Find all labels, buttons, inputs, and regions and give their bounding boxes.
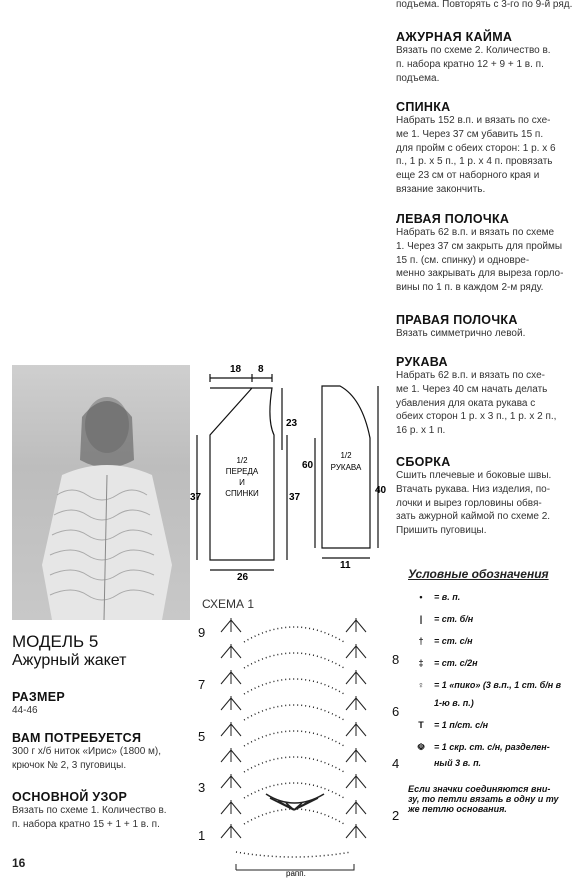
pattern-title: ОСНОВНОЙ УЗОР <box>12 790 128 804</box>
section-line: менно закрывать для выреза горло- <box>396 268 564 280</box>
row-number: 3 <box>198 780 206 795</box>
section-line: Пришить пуговицы. <box>396 525 487 537</box>
legend-item: 1-ю в. п.) <box>434 698 474 708</box>
section-line: зать ажурной каймой по схеме 2. <box>396 511 551 523</box>
legend-item: • = в. п. <box>408 592 580 614</box>
row-number: 9 <box>198 625 206 640</box>
section-line: Сшить плечевые и боковые швы. <box>396 470 552 481</box>
chain-icon: • <box>419 592 423 602</box>
legend-note: Если значки соединяются вни- <box>408 784 551 794</box>
section-line: вязание закончить. <box>396 183 486 195</box>
row-number: 2 <box>392 808 400 823</box>
section-title: СПИНКА <box>396 100 451 114</box>
double-crochet-icon: † <box>418 636 424 646</box>
row-number: 4 <box>392 756 400 771</box>
legend-item: ♀ = 1 «пико» (3 в.п., 1 ст. б/н в <box>408 680 580 698</box>
section-line: лочки и вырез горловины обвя- <box>396 497 542 509</box>
section-title: ПРАВАЯ ПОЛОЧКА <box>396 313 518 327</box>
section-line: Набрать 62 в.п. и вязать по схе- <box>396 370 545 381</box>
section-title: СБОРКА <box>396 455 451 469</box>
row-number: 6 <box>392 704 400 719</box>
section-sleeves <box>396 355 576 438</box>
sleeve-dim-right: 40 <box>375 485 387 496</box>
size-value: 44-46 <box>12 705 38 716</box>
materials-block <box>12 731 197 773</box>
crossed-stitch-icon: ☫ <box>416 742 426 752</box>
section-right-front <box>396 313 576 341</box>
section-line: для пройм с обеих сторон: 1 р. х 6 <box>396 142 556 154</box>
picot-icon: ♀ <box>417 680 425 690</box>
section-line: 15 п. (см. спинку) и одновре- <box>396 254 530 266</box>
sleeve-pattern-diagram <box>300 378 392 573</box>
pattern-line: п. набора кратно 15 + 1 + 1 в. п. <box>12 818 160 830</box>
half-double-crochet-icon: T <box>418 720 424 730</box>
section-line: Вязать по схеме 2. Количество в. <box>396 45 551 56</box>
dim-right-top: 23 <box>286 418 298 429</box>
scheme-title: СХЕМА 1 <box>202 597 255 611</box>
section-line: ме 1. Через 40 см начать делать <box>396 383 548 395</box>
section-title: РУКАВА <box>396 355 448 369</box>
section-line: еще 23 см от наборного края и <box>396 170 540 182</box>
section-line: 1. Через 37 см закрыть для проймы <box>396 240 563 252</box>
legend <box>408 592 580 814</box>
dim-right: 37 <box>289 492 301 503</box>
section-line: п. набора кратно 12 + 9 + 1 в. п. <box>396 58 544 70</box>
size-block <box>12 690 197 718</box>
legend-note: же петлю основания. <box>408 804 507 814</box>
model-photo-figure <box>12 365 190 620</box>
section-line: Вязать симметрично левой. <box>396 328 526 339</box>
section-title: ЛЕВАЯ ПОЛОЧКА <box>396 212 510 226</box>
dim-top-left: 18 <box>230 364 242 375</box>
dim-bottom: 26 <box>237 572 249 583</box>
section-line: подъема. <box>396 72 440 84</box>
legend-note: зу, то петли вязать в одну и ту <box>408 794 559 804</box>
materials-line: крючок № 2, 3 пуговицы. <box>12 759 127 771</box>
repeat-label: рапп. <box>286 869 306 878</box>
model-photo <box>12 365 190 620</box>
row-number: 7 <box>198 677 206 692</box>
section-title: АЖУРНАЯ КАЙМА <box>396 30 513 44</box>
section-line: Втачать рукава. Низ изделия, по- <box>396 483 551 495</box>
section-back <box>396 100 576 197</box>
sleeve-label-1: 1/2 <box>340 451 352 460</box>
pattern-line: Вязать по схеме 1. Количество в. <box>12 805 167 816</box>
legend-item: T = 1 п/ст. с/н <box>408 720 580 742</box>
sleeve-label-2: РУКАВА <box>330 463 362 472</box>
sleeve-dim-bottom: 11 <box>340 560 351 571</box>
single-crochet-icon: | <box>419 614 423 624</box>
model-subtitle: Ажурный жакет <box>12 652 127 669</box>
body-pattern-diagram <box>190 360 307 583</box>
left-fans <box>221 618 241 838</box>
row-number: 1 <box>198 828 206 843</box>
crochet-scheme <box>196 612 411 877</box>
intro-text: подъема. Повторять с 3-го по 9-й ряд. <box>396 0 573 10</box>
legend-item: | = ст. б/н <box>408 614 580 636</box>
section-line: 16 р. х 1 п. <box>396 425 446 437</box>
dim-left: 37 <box>190 492 202 503</box>
section-left-front <box>396 212 576 295</box>
treble-crochet-icon: ‡ <box>418 658 424 668</box>
sleeve-dim-left: 60 <box>302 460 314 471</box>
section-assembly <box>396 455 576 538</box>
dim-top-right: 8 <box>258 364 264 375</box>
section-line: Набрать 62 в.п. и вязать по схеме <box>396 227 555 238</box>
materials-line: 300 г х/б ниток «Ирис» (1800 м), <box>12 746 162 757</box>
center-label-2: ПЕРЕДА <box>225 467 259 476</box>
center-label-1: 1/2 <box>236 456 248 465</box>
model-title: МОДЕЛЬ 5 <box>12 632 99 651</box>
size-title: РАЗМЕР <box>12 690 65 704</box>
legend-item: ный 3 в. п. <box>434 758 482 768</box>
section-line: убавления для оката рукава с <box>396 397 536 409</box>
legend-title: Условные обозначения <box>408 567 549 581</box>
center-label-4: СПИНКИ <box>225 489 259 498</box>
right-fans <box>346 618 366 838</box>
page-number: 16 <box>12 856 26 870</box>
legend-item: ‡ = ст. с/2н <box>408 658 580 680</box>
center-label-3: И <box>239 478 245 487</box>
section-line: ме 1. Через 37 см убавить 15 п. <box>396 128 544 140</box>
section-line: вины по 1 п. в каждом 2-м ряду. <box>396 282 544 294</box>
section-line: п., 1 р. х 5 п., 1 р. х 4 п. провязать <box>396 156 553 168</box>
row-number: 5 <box>198 729 206 744</box>
section-line: обеих сторон 1 р. х 3 п., 1 р. х 2 п., <box>396 411 557 423</box>
section-border <box>396 30 576 85</box>
row-number: 8 <box>392 652 400 667</box>
section-line: Набрать 152 в.п. и вязать по схе- <box>396 115 551 126</box>
legend-item: ☫ = 1 скр. ст. с/н, разделен- <box>408 742 580 758</box>
pattern-block <box>12 790 197 832</box>
legend-item: † = ст. с/н <box>408 636 580 658</box>
materials-title: ВАМ ПОТРЕБУЕТСЯ <box>12 731 142 745</box>
